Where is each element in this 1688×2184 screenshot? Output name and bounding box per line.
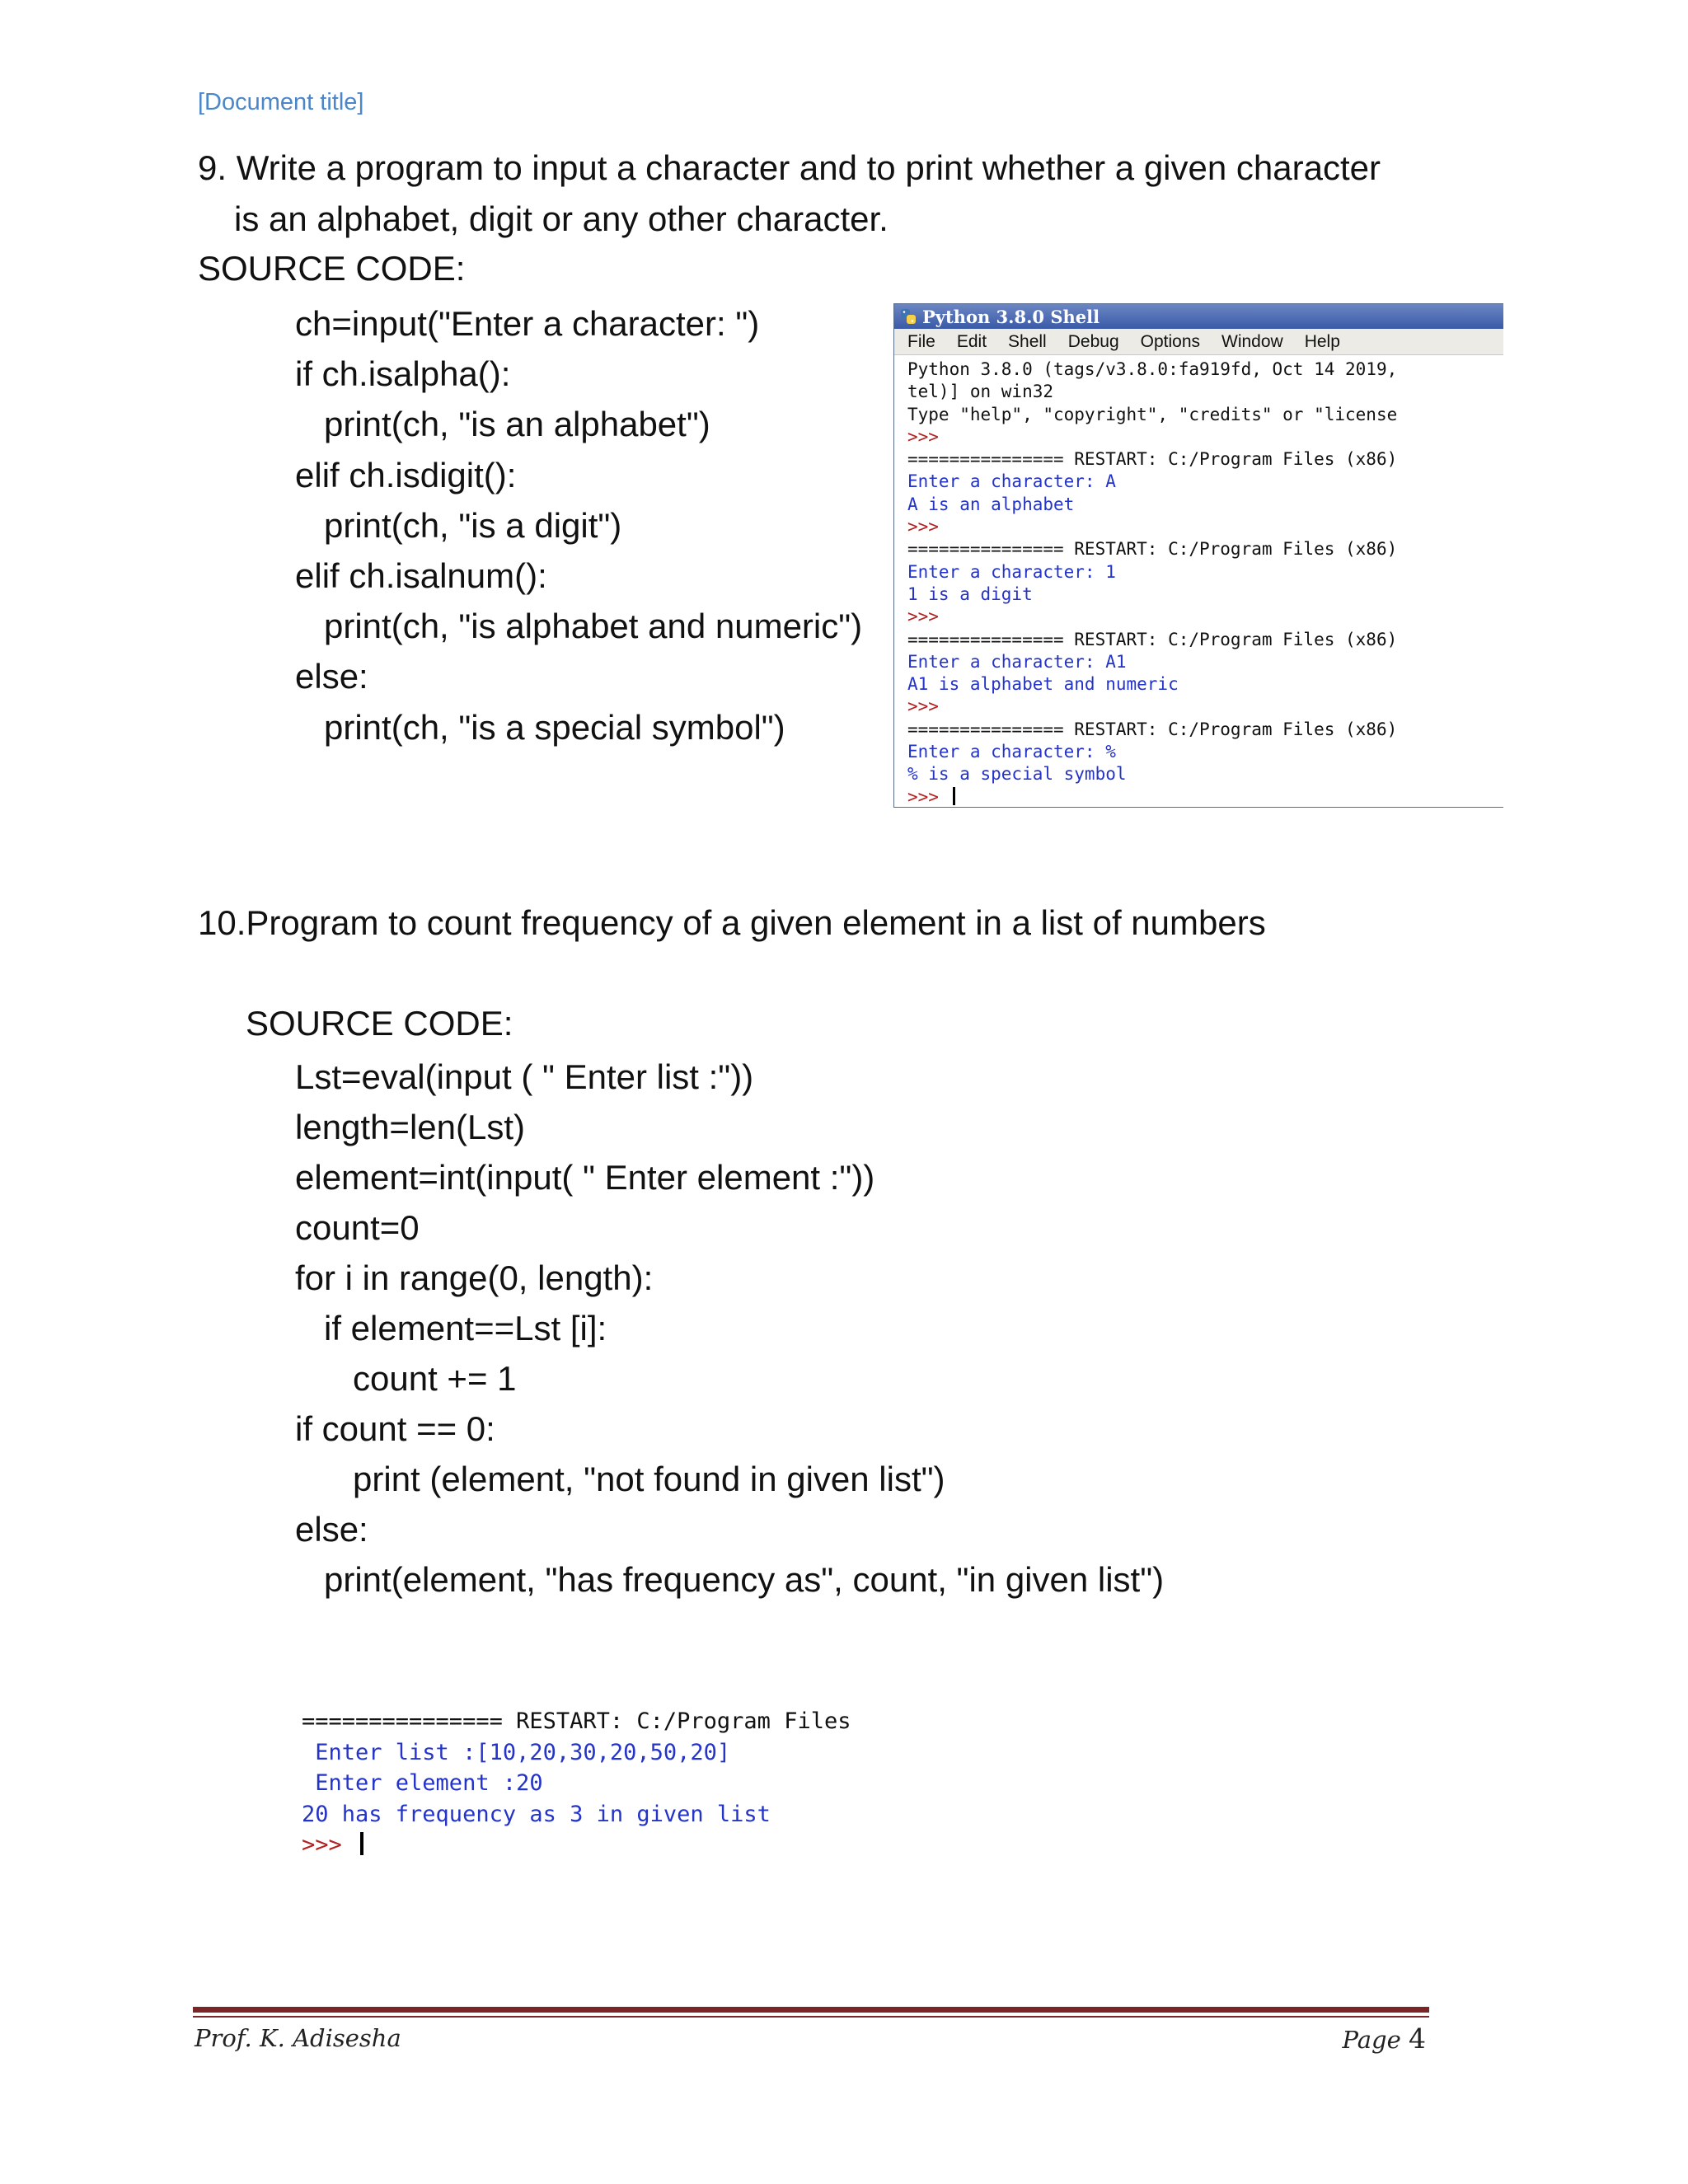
code-line: print(ch, "is a special symbol"): [295, 707, 785, 747]
output-line: [302, 1830, 851, 1861]
code-line: Lst=eval(input ( " Enter list :")): [295, 1057, 754, 1096]
shell-menu-help[interactable]: Help: [1304, 331, 1340, 351]
footer-author: Prof. K. Adisesha: [195, 2024, 401, 2052]
question-9-line-1: 9. Write a program to input a character and to print whether a given character: [198, 148, 1381, 187]
output-line-text: A1 is alphabet and numeric: [907, 674, 1179, 695]
shell-menu-options[interactable]: Options: [1140, 331, 1200, 351]
shell-output[interactable]: [894, 355, 1503, 808]
output-line: [907, 561, 1503, 583]
code-line: else:: [295, 1510, 368, 1549]
code-line: for i in range(0, length):: [295, 1258, 654, 1297]
output-line-text: Enter a character: 1: [907, 561, 1116, 582]
output-line-text: >>>: [907, 786, 950, 807]
output-line-text: Type "help", "copyright", "credits" or "license: [907, 404, 1398, 424]
output-line-text: Python 3.8.0 (tags/v3.8.0:fa919fd, Oct 14 2019,: [907, 359, 1398, 379]
output-line-text: =============== RESTART: C:/Program Files: [302, 1708, 851, 1734]
output-line-text: Enter a character: A: [907, 471, 1116, 492]
footer-rule-thin: [193, 2016, 1429, 2018]
question-9-line-2: is an alphabet, digit or any other character.: [234, 199, 889, 238]
footer-rule: [193, 2007, 1429, 2013]
footer-page-number: [1343, 2022, 1426, 2055]
code-line: print(ch, "is alphabet and numeric"): [295, 607, 863, 646]
output-line: [907, 381, 1503, 403]
output-line: [907, 494, 1503, 516]
output-line-text: % is a special symbol: [907, 764, 1127, 785]
program-output-block: [302, 1706, 851, 1861]
page-number: 4: [1409, 2022, 1426, 2055]
shell-menu-debug[interactable]: Debug: [1067, 331, 1119, 351]
code-line: if count == 0:: [295, 1409, 495, 1448]
output-line-text: tel)] on win32: [907, 382, 1054, 402]
output-line-text: 20 has frequency as 3 in given list: [302, 1801, 771, 1827]
output-line: [907, 763, 1503, 785]
output-line: [302, 1706, 851, 1737]
output-line-text: =============== RESTART: C:/Program Files (x86): [907, 539, 1398, 560]
output-line: [907, 448, 1503, 471]
output-line: [907, 359, 1503, 381]
shell-menubar: [894, 329, 1503, 355]
shell-menu-window[interactable]: Window: [1221, 331, 1283, 351]
output-line-text: >>>: [907, 607, 939, 627]
output-line-text: =============== RESTART: C:/Program Files (x86): [907, 449, 1398, 470]
output-line: [907, 426, 1503, 448]
output-line-text: >>>: [907, 696, 939, 717]
question-10-code-block: [295, 1052, 1164, 1605]
output-line: [907, 651, 1503, 673]
code-line: ch=input("Enter a character: "): [295, 304, 760, 343]
python-logo-icon: [899, 307, 917, 326]
code-line: element=int(input( " Enter element :")): [295, 1158, 875, 1197]
page-label: Page: [1342, 2026, 1401, 2054]
output-line: [302, 1737, 851, 1769]
output-line-text: Enter a character: %: [907, 742, 1116, 762]
output-line: [907, 696, 1503, 718]
code-line: print (element, "not found in given list"): [295, 1460, 945, 1498]
output-line: [907, 404, 1503, 426]
code-line: length=len(Lst): [295, 1108, 526, 1146]
output-line: [907, 741, 1503, 763]
shell-menu-shell[interactable]: Shell: [1008, 331, 1047, 351]
output-line-text: =============== RESTART: C:/Program Files (x86): [907, 719, 1398, 739]
code-line: count += 1: [295, 1359, 517, 1398]
output-line-text: 1 is a digit: [907, 583, 1033, 604]
code-line: elif ch.isalnum():: [295, 556, 547, 596]
output-line: [907, 471, 1503, 493]
output-line-text: >>>: [302, 1832, 356, 1858]
question-9-source-label: SOURCE CODE:: [198, 249, 466, 288]
code-line: else:: [295, 657, 368, 696]
document-title: [Document title]: [198, 89, 364, 115]
text-cursor: [953, 787, 955, 805]
output-line: [907, 583, 1503, 606]
question-10-heading: 10.Program to count frequency of a given element in a list of numbers: [198, 903, 1266, 942]
output-line: [907, 516, 1503, 538]
code-line: if ch.isalpha():: [295, 354, 511, 394]
code-line: print(ch, "is a digit"): [295, 505, 622, 545]
output-line: [907, 606, 1503, 628]
output-line-text: >>>: [907, 426, 939, 447]
text-cursor: [360, 1832, 363, 1855]
code-line: count=0: [295, 1208, 420, 1247]
shell-menu-edit[interactable]: Edit: [956, 331, 987, 351]
output-line: [302, 1799, 851, 1830]
output-line-text: Enter element :20: [302, 1770, 543, 1796]
question-9-code-block: [295, 298, 862, 752]
code-line: print(element, "has frequency as", count, "in given list"): [295, 1560, 1165, 1599]
output-line-text: Enter list :[10,20,30,20,50,20]: [302, 1739, 731, 1765]
shell-title: Python 3.8.0 Shell: [922, 306, 1100, 327]
output-line: [907, 629, 1503, 651]
shell-menu-file[interactable]: File: [907, 331, 935, 351]
shell-titlebar: [894, 304, 1503, 329]
output-line-text: A is an alphabet: [907, 494, 1075, 514]
output-line: [907, 719, 1503, 741]
output-line: [302, 1768, 851, 1799]
output-line: [907, 538, 1503, 560]
output-line-text: =============== RESTART: C:/Program Files (x86): [907, 629, 1398, 649]
output-line-text: Enter a character: A1: [907, 651, 1127, 672]
question-10-source-label: SOURCE CODE:: [246, 1004, 513, 1043]
code-line: elif ch.isdigit():: [295, 455, 517, 494]
code-line: print(ch, "is an alphabet"): [295, 405, 710, 444]
output-line: [907, 786, 1503, 808]
output-line: [907, 673, 1503, 696]
python-shell-window: [893, 303, 1503, 808]
code-line: if element==Lst [i]:: [295, 1309, 607, 1347]
output-line-text: >>>: [907, 517, 939, 537]
